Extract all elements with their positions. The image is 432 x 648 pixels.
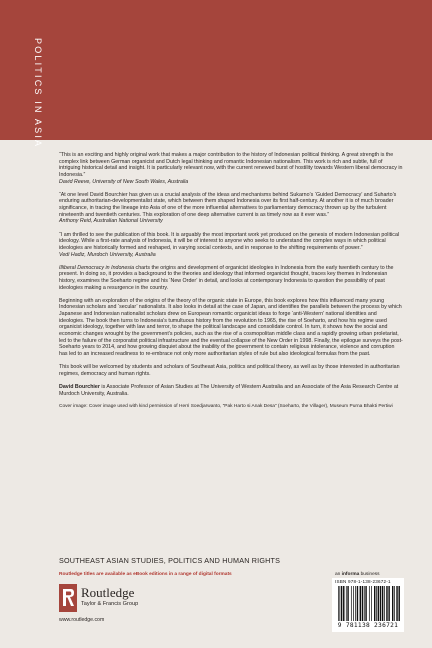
barcode-bar (371, 586, 372, 621)
informa-brand: informa (341, 572, 360, 577)
publisher-group: Taylor & Francis Group (81, 601, 139, 607)
barcode-bar (392, 586, 393, 621)
author-bio (59, 384, 403, 397)
barcode-bar (398, 586, 399, 621)
barcode-bar (378, 586, 379, 621)
blurb-content (59, 152, 403, 416)
barcode-bar (386, 586, 387, 621)
quote-2-attribution: Anthony Reid, Australian National University (59, 218, 163, 225)
barcode-bar (394, 586, 395, 621)
barcode-bar (396, 586, 397, 621)
book-title-italic: Illiberal Democracy in Indonesia (59, 264, 135, 271)
barcode-digits: 9 781138 236721 (337, 622, 399, 629)
barcode-bar (360, 586, 361, 621)
author-name: David Bourchier (59, 384, 100, 391)
series-title: SOUTHEAST ASIAN STUDIES, POLITICS AND HUMAN RIGHTS (59, 556, 281, 565)
quote-2 (59, 192, 403, 225)
barcode-bar (364, 586, 365, 621)
informa-business-label (335, 572, 380, 577)
routledge-logo-icon (59, 584, 77, 612)
informa-prefix: an (335, 572, 342, 577)
barcode-bar (374, 586, 375, 621)
quote-1 (59, 152, 403, 185)
barcode-bar (380, 586, 381, 621)
barcode-bar (353, 586, 354, 621)
description-paragraph-1-text: charts the origins and development of organicist ideologies in Indonesia from the early twentieth century to the present. In doing so, it provides a background to the theories and ideology that informed organicist thought, traces key themes in Indonesian history, examines the Soeharto regime and his ‘New Order’ in detail, and looks at contemporary Indonesia to question the possibility of past ideologies making a resurgence in the country. (59, 264, 394, 291)
barcode-bar (339, 586, 340, 621)
publisher-url: www.routledge.com (59, 617, 105, 623)
description-paragraph-3: This book will be welcomed by students and scholars of Southeast Asia, politics and political theory, as well as by those interested in authoritarian regimes, democracy and human rights. (59, 364, 400, 377)
barcode-bar (346, 586, 347, 621)
barcode-bar (388, 586, 389, 621)
informa-suffix: business (359, 572, 380, 577)
isbn-label: ISBN 978-1-138-23672-1 (335, 579, 391, 584)
barcode-bar (347, 586, 348, 621)
quote-2-text: “At one level David Bourchier has given us a crucial analysis of the ideas and mechanisms behind Sukarno’s ‘Guided Democracy’ and Suharto’s enduring authoritarian-developmentalist state, which between them shaped Indonesia over its first half-century. At another it is of much broader significance, in tracing the lineage into Asia of one of the more influential alternatives to parliamentary democracy thrown up by the turbulent nineteenth and twentieth centuries. This exploration of one deep alternative current is as timely now as it ever was.” (59, 191, 397, 218)
quote-1-text: “This is an exciting and highly original work that makes a major contribution to the history of Indonesian political thinking. A great strength is the complex link between German organicist and Dutch legal thinking and romantic Indonesian nationalism. This work is rich and subtle, full of intriguing historical detail and insight. It is particularly relevant now, with the current renewed burst of hostility towards Western liberal democracy in Indonesia.” (59, 152, 403, 178)
barcode-bar (384, 586, 385, 621)
barcode-bar (338, 586, 339, 621)
barcode-bar (362, 586, 363, 621)
barcode-bar (369, 586, 370, 621)
series-vertical-label: POLITICS IN ASIA (33, 38, 43, 149)
barcode-bar (355, 586, 356, 621)
description-paragraph-1 (59, 265, 403, 292)
barcode-bar (341, 586, 342, 621)
quote-1-attribution: David Reeve, University of New South Wales, Australia (59, 178, 189, 185)
publisher-name: Routledge (81, 585, 135, 600)
quote-3-attribution: Vedi Hadiz, Murdoch University, Australia (59, 251, 156, 258)
quote-3 (59, 232, 403, 259)
quote-3-text: “I am thrilled to see the publication of this book. It is arguably the most important work yet produced on the genesis of modern Indonesian political ideology. While a first-rate analysis of Indonesia, it will be of interest to anyone who seeks to understand the complex ways in which political ideologies are historically formed and reshaped, in varying social contexts, and in response to the shifting requirements of power.” (59, 231, 400, 251)
barcode-bar (351, 586, 352, 621)
barcode-bar (357, 586, 358, 621)
isbn-barcode (332, 578, 404, 632)
barcode-bar (376, 586, 377, 621)
author-bio-text: is Associate Professor of Asian Studies at The University of Western Australia and an Associate of the Asia Research Centre at Murdoch University, Australia. (59, 384, 399, 397)
barcode-bar (365, 586, 366, 621)
description-paragraph-2: Beginning with an exploration of the origins of the theory of the organic state in Europe, this book explores how this influenced many young Indonesian scholars and ‘secular’ nationalists. It also looks in detail at the case of Japan, and identifies the parallels between the process by which Japanese and Indonesian nationalist scholars drew on European romantic organicist ideas to forge ‘anti-Western’ national identities and ideologies. The book then turns to Indonesia’s tumultuous history from the revolution to 1965, the rise of Soeharto, and how his regime used organicist ideology, together with law and terror, to shape the political landscape and consolidate control. In turn, it shows how the social and economic changes wrought by the government’s policies, such as the rise of a cosmopolitan middle class and a rapidly growing urban proletariat, led to the failure of the corporatist political infrastructure and the eventual collapse of the New Order in 1998. Finally, the epilogue surveys the post-Soeharto years to 2014, and how growing disquiet about the inability of the government to contain religious intolerance, violence and corruption has led to an increased readiness to re-embrace not only more authoritarian styles of rule but also ideological formulas from the past. (59, 297, 403, 358)
cover-credit: Cover image: Cover image used with kind permission of Herri Soedjarwanto, “Pak Harto si Anak Desa” (Soeharto, the Villager), Museum Purna Bhakti Pertiwi (59, 403, 393, 409)
ebook-note: Routledge titles are available as eBook editions in a range of digital formats (59, 572, 232, 577)
barcode-bar (382, 586, 383, 621)
barcode-bar (343, 586, 344, 621)
top-color-band (0, 0, 432, 140)
